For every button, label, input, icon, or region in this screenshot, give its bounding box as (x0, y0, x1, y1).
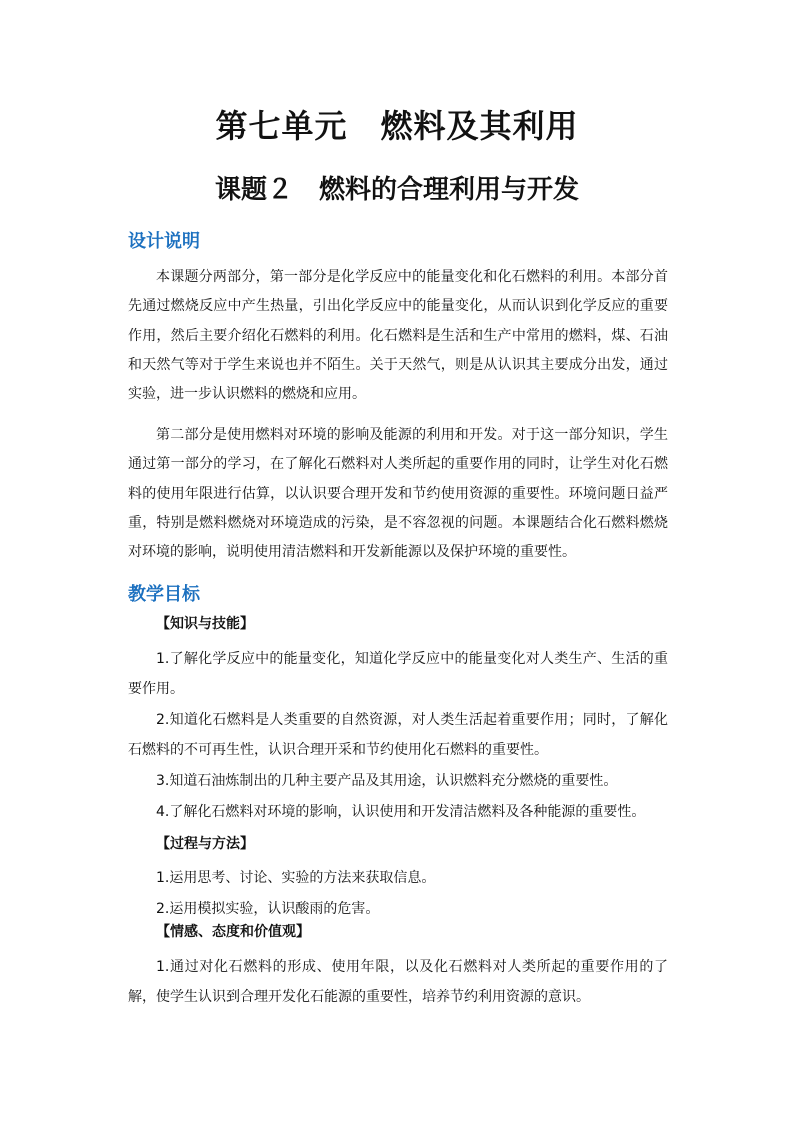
knowledge-item-1: 1.了解化学反应中的能量变化，知道化学反应中的能量变化对人类生产、生活的重要作用。 (128, 651, 668, 697)
objectives-heading: 教学目标 (128, 584, 200, 605)
knowledge-item-2: 2.知道化石燃料是人类重要的自然资源，对人类生活起着重要作用；同时，了解化石燃料的不可再生性，认识合理开采和节约使用化石燃料的重要性。 (128, 712, 668, 758)
design-heading: 设计说明 (128, 231, 200, 252)
process-methods-label: 【过程与方法】 (156, 836, 254, 852)
process-item-2: 2.运用模拟实验，认识酸雨的危害。 (156, 901, 380, 917)
design-paragraph-2: 第二部分是使用燃料对环境的影响及能源的利用和开发。对于这一部分知识，学生通过第一部分的学习，在了解化石燃料对人类所起的重要作用的同时，让学生对化石燃料的使用年限进行估算，以认识要合理开发和节约使用资源的重要性。环境问题日益严重，特别是燃料燃烧对环境造成的污染，是不容忽视的问题。本课题结合化石燃料燃烧对环境的影响，说明使用清洁燃料和开发新能源以及保护环境的重要性。 (128, 427, 668, 561)
knowledge-item-3: 3.知道石油炼制出的几种主要产品及其用途，认识燃料充分燃烧的重要性。 (156, 773, 618, 789)
lesson-title: 课题２ 燃料的合理利用与开发 (214, 175, 579, 205)
emotion-values-label: 【情感、态度和价值观】 (156, 924, 310, 940)
design-paragraph-1: 本课题分两部分，第一部分是化学反应中的能量变化和化石燃料的利用。本部分首先通过燃烧反应中产生热量，引出化学反应中的能量变化，从而认识到化学反应的重要作用，然后主要介绍化石燃料的利用。化石燃料是生活和生产中常用的燃料，煤、石油和天然气等对于学生来说也并不陌生。关于天然气，则是从认识其主要成分出发，通过实验，进一步认识燃料的燃烧和应用。 (128, 269, 668, 403)
knowledge-skills-label: 【知识与技能】 (156, 616, 254, 632)
unit-title: 第七单元 燃料及其利用 (215, 107, 579, 145)
process-item-1: 1.运用思考、讨论、实验的方法来获取信息。 (156, 870, 436, 886)
knowledge-item-4: 4.了解化石燃料对环境的影响，认识使用和开发清洁燃料及各种能源的重要性。 (156, 804, 646, 820)
emotion-item-1: 1.通过对化石燃料的形成、使用年限，以及化石燃料对人类所起的重要作用的了解，使学生认识到合理开发化石能源的重要性，培养节约利用资源的意识。 (128, 959, 668, 1005)
